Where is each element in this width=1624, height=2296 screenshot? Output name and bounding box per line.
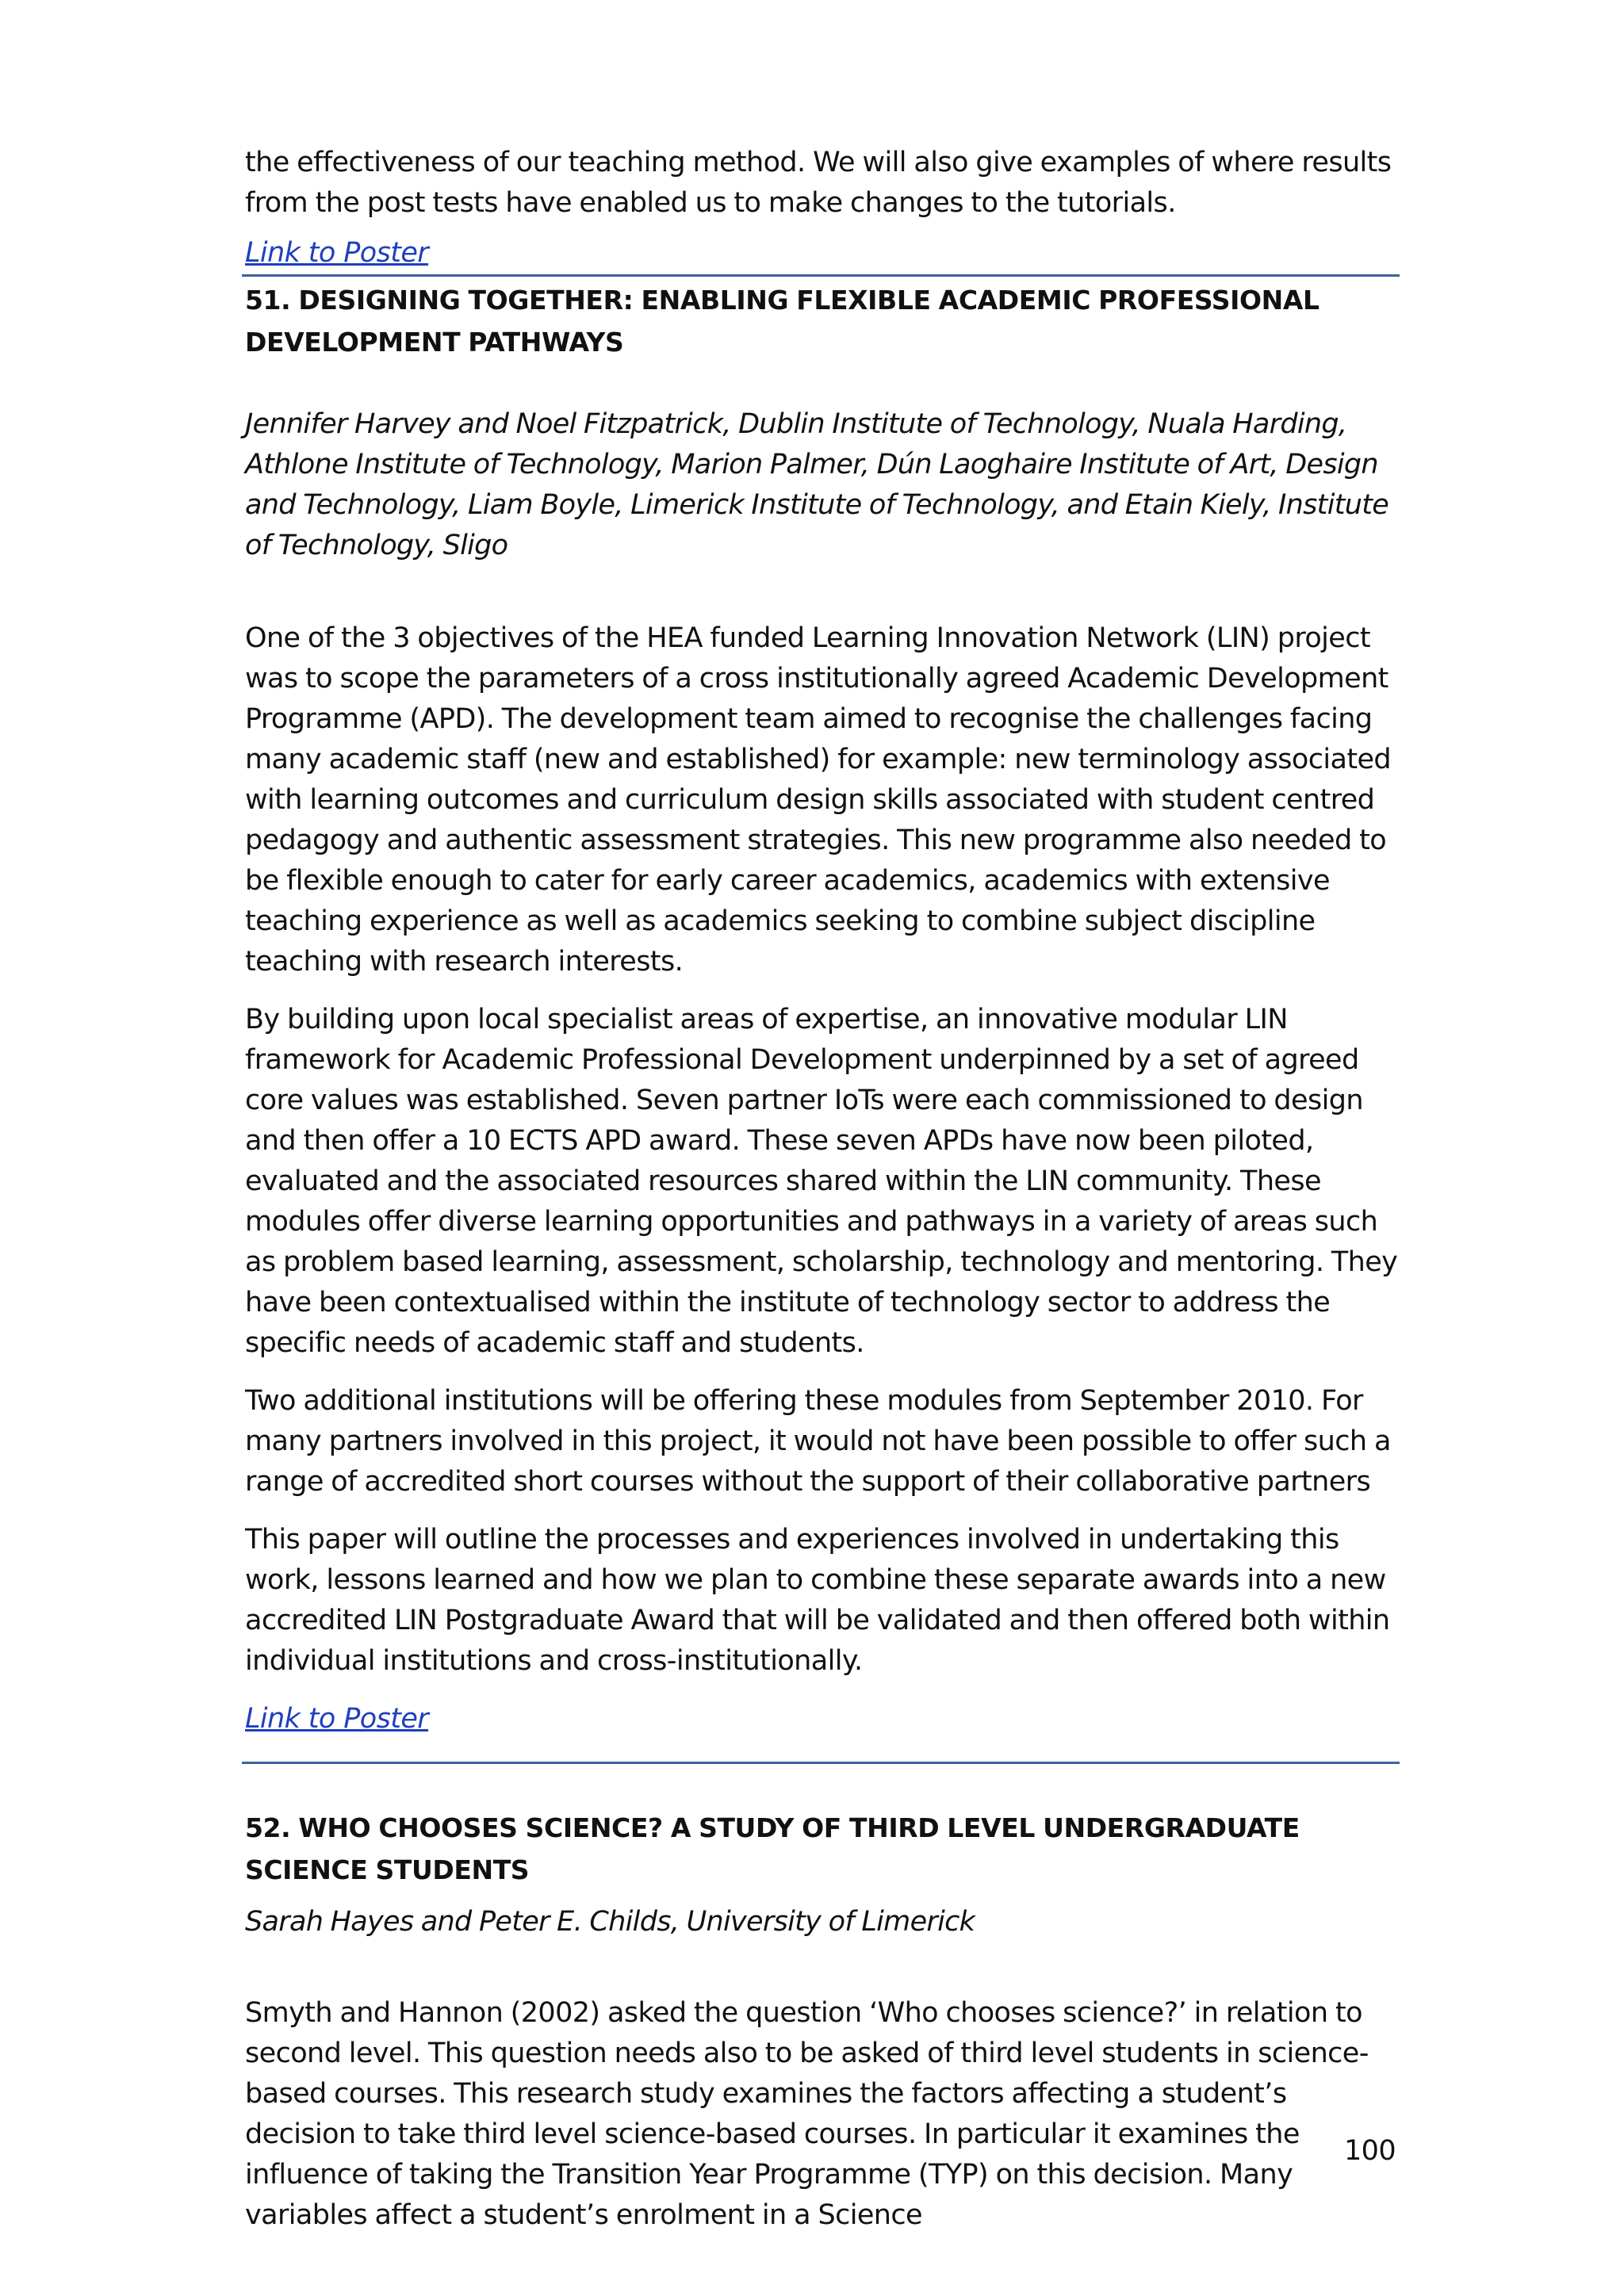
section-divider: [242, 274, 1400, 277]
document-page: [245, 143, 1400, 2253]
section-51-paragraph-2: By building upon local specialist areas of expertise, an innovative modular LIN framework for Academic Professional Development underpinned by a set of agreed core values was established. Seven partner IoTs were each commissioned to design and then offer a 10 ECTS APD award. These seven APDs have now been piloted, evaluated and the associated resources shared within the LIN community. These modules offer diverse learning opportunities and pathways in a variety of areas such as problem based learning, assessment, scholarship, technology and mentoring. They have been contextualised within the institute of technology sector to address the specific needs of academic staff and students.: [245, 1004, 1398, 1359]
section-51-paragraph-3: Two additional institutions will be offering these modules from September 2010. For many partners involved in this project, it would not have been possible to offer such a range of accredited short courses without the support of their collaborative partners: [245, 1385, 1391, 1498]
section-51-number: 51.: [245, 285, 291, 316]
intro-paragraph: the effectiveness of our teaching method. We will also give examples of where results from the post tests have enabled us to make changes to the tutorials.: [245, 147, 1392, 219]
page-number: 100: [1343, 2135, 1396, 2167]
section-52-number: 52.: [245, 1812, 291, 1843]
section-51-authors: Jennifer Harvey and Noel Fitzpatrick, Dublin Institute of Technology, Nuala Harding, Athlone Institute of Technology, Marion Palmer, Dún Laoghaire Institute of Art, Design and Technology, Liam Boyle, Limerick Institute of Technology, and Etain Kiely, Institute of Technology, Sligo: [245, 408, 1389, 561]
section-52-title: WHO CHOOSES SCIENCE? A STUDY OF THIRD LEVEL UNDERGRADUATE SCIENCE STUDENTS: [245, 1812, 1300, 1885]
section-51-title: DESIGNING TOGETHER: ENABLING FLEXIBLE ACADEMIC PROFESSIONAL DEVELOPMENT PATHWAYS: [245, 285, 1320, 358]
section-51-heading: [245, 279, 1400, 363]
intro-poster-link[interactable]: Link to Poster: [245, 237, 429, 269]
section-52-heading: [245, 1807, 1400, 1891]
section-52-authors: Sarah Hayes and Peter E. Childs, University of Limerick: [245, 1906, 975, 1938]
section-51-poster-link[interactable]: Link to Poster: [245, 1703, 429, 1735]
section-divider: [242, 1762, 1400, 1764]
section-51-paragraph-1: One of the 3 objectives of the HEA funded Learning Innovation Network (LIN) project was to scope the parameters of a cross institutionally agreed Academic Development Programme (APD). The development team aimed to recognise the challenges facing many academic staff (new and established) for example: new terminology associated with learning outcomes and curriculum design skills associated with student centred pedagogy and authentic assessment strategies. This new programme also needed to be flexible enough to cater for early career academics, academics with extensive teaching experience as well as academics seeking to combine subject discipline teaching with research interests.: [245, 622, 1391, 978]
section-52-paragraph: Smyth and Hannon (2002) asked the question ‘Who chooses science?’ in relation to second level. This question needs also to be asked of third level students in science-based courses. This research study examines the factors affecting a student’s decision to take third level science-based courses. In particular it examines the influence of taking the Transition Year Programme (TYP) on this decision. Many variables affect a student’s enrolment in a Science: [245, 1997, 1369, 2231]
section-51-paragraph-4: This paper will outline the processes and experiences involved in undertaking this work, lessons learned and how we plan to combine these separate awards into a new accredited LIN Postgraduate Award that will be validated and then offered both within individual institutions and cross-institutionally.: [245, 1524, 1390, 1677]
section-51-body: [245, 618, 1400, 1682]
